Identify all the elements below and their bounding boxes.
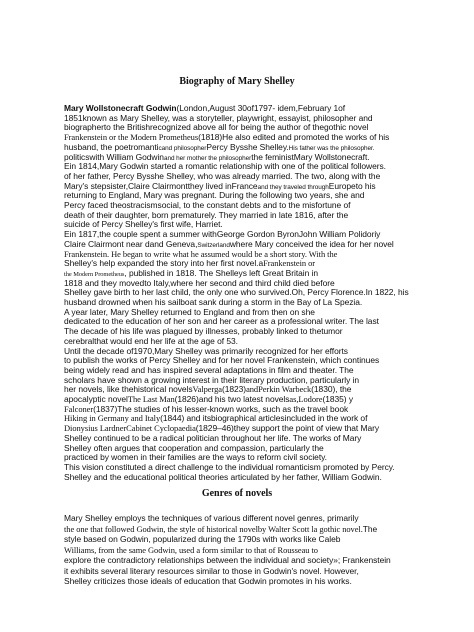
- text-run: being widely read and has inspired several adaptations in film and theater. The: [64, 364, 354, 375]
- text-line: [64, 576, 434, 587]
- text-run: Shelley continued to be a radical politician throughout her life. The works of Mary: [64, 432, 362, 443]
- text-run: husband, the poetromanti: [64, 141, 159, 152]
- text-run: biographerto the Britishrecognized above all for being the author of thegothic novel: [64, 122, 369, 133]
- text-run: explore the contradictory relationships between the individual and society»; Frankenstein: [64, 555, 391, 565]
- text-run: (1823): [221, 384, 247, 395]
- text-run: The: [362, 523, 378, 534]
- text-run: Claire Clairmont near dand Geneva,: [64, 238, 198, 249]
- text-line: [64, 566, 434, 577]
- text-line: [64, 513, 434, 524]
- text-run: Shelley gave birth to her last child, the only one who survived.Oh, Percy Florence.In 1822, his: [64, 287, 409, 298]
- text-line: [64, 524, 434, 535]
- text-run: This vision constituted a direct challenge to the individual romanticism promoted by Percy.: [64, 461, 395, 472]
- section-title-genres: Genres of novels: [201, 488, 273, 499]
- text-run: Frankenstein. He began to write what he assumed would be a short story. With the: [64, 248, 338, 259]
- text-run: (1835) y: [322, 394, 354, 404]
- text-run: Shelley often argues that cooperation and compassion, particularly the: [64, 442, 324, 453]
- text-run: scholars have shown a growing interest in their literary production, particularly in: [64, 374, 360, 385]
- text-line: [64, 472, 434, 483]
- text-run: andPerkin Warbeck: [246, 384, 312, 395]
- text-run: , published in 1818. The Shelleys left Great Britain in: [124, 267, 318, 278]
- text-run: Williams, from the same Godwin, used a form similar to that of Rousseau to: [64, 544, 318, 555]
- text-run: practiced by women in their families are the ways to reform civil society.: [64, 452, 327, 463]
- text-run: (1826)and his two latest novels: [174, 394, 290, 404]
- text-run: (1818)He also edited and promoted the works of his: [198, 132, 390, 143]
- text-run: 1851known as Mary Shelley, was a storyteller, playwright, essayist, philosopher and: [64, 112, 373, 123]
- text-run: Valperga: [192, 384, 222, 395]
- text-run: her novels, like thehistorical novels: [64, 384, 193, 395]
- text-run: Mary Wollstonecraft Godwin: [64, 103, 177, 113]
- text-run: Mary's stepsister,Claire Clairmontthey lived inFrance: [64, 180, 258, 191]
- text-run: cerebralthat would end her life at the age of 53.: [64, 335, 238, 346]
- text-run: to publish the works of Percy Shelley and for her novel Frankenstein, which continues: [64, 355, 380, 366]
- text-run: dedicated to the education of her son and her career as a professional writer. The last: [64, 316, 379, 327]
- text-run: and they traveled through: [257, 183, 329, 191]
- text-run: cand philosopher: [158, 144, 207, 152]
- text-line: [64, 534, 434, 545]
- text-run: Percy faced theostracismsocial, to the constant debts and to the misfortune of: [64, 200, 351, 210]
- text-run: Frankenstein or: [263, 258, 316, 269]
- text-line: [64, 545, 434, 556]
- text-run: and her mother the philosopher: [163, 154, 252, 162]
- text-run: Switzerland: [197, 241, 230, 249]
- text-run: as,Lodore: [289, 394, 323, 404]
- text-run: Mary Shelley employs the techniques of various different novel genres, primarily: [64, 513, 359, 523]
- text-run: Percy Bysshe Shelley.: [206, 141, 289, 152]
- text-run: Shelley criticizes those ideals of education that Godwin promotes in his works.: [64, 576, 352, 586]
- text-run: (1829–46)they support the point of view that Mary: [195, 423, 380, 434]
- text-run: (1830), the: [311, 384, 352, 395]
- text-run: A year later, Mary Shelley returned to England and from then on she: [64, 306, 315, 317]
- text-run: suicide of Percy Shelley's first wife, Harriet.: [64, 219, 223, 230]
- text-run: (1844) and itsbiographical articlesincluded in the work of: [160, 413, 368, 424]
- text-run: death of their daughter, born prematurely. They married in late 1816, after the: [64, 209, 349, 220]
- text-run: Europeto his: [328, 180, 376, 191]
- text-run: Ein 1817,the couple spent a summer withGeorge Gordon ByronJohn William Polidoriy: [64, 229, 381, 240]
- text-run: His father was the philosopher.: [288, 144, 375, 152]
- text-line: [64, 555, 434, 566]
- text-run: returning to England, Mary was pregnant. During the following two years, she and: [64, 190, 365, 201]
- text-run: politicswith William Godwin: [64, 151, 164, 162]
- text-run: The Last Man: [127, 394, 175, 404]
- text-run: it exhibits several literary resources similar to those in Godwin's novel. However,: [64, 565, 359, 576]
- text-run: Dionysius LardnerCabinet Cyclopaedia: [64, 423, 196, 434]
- text-run: Until the decade of1970,Mary Shelley was primarily recognized for her efforts: [64, 345, 348, 356]
- text-run: Ein 1814,Mary Godwin started a romantic relationship with one of the political followers.: [64, 161, 386, 172]
- text-run: Shelley's help expanded the story into her first novel.a: [64, 258, 264, 269]
- text-run: The decade of his life was plagued by illnesses, probably linked to thetumor: [64, 326, 343, 337]
- text-run: apocalyptic novel: [64, 394, 128, 404]
- text-run: style based on Godwin, popularized during the 1790s with works like Caleb: [64, 534, 341, 544]
- text-run: Hiking in Germany and Italy: [64, 413, 161, 424]
- text-run: of her father, Percy Bysshe Shelley, who was already married. The two, along with the: [64, 170, 381, 181]
- text-run: 1818 and they movedto Italy,where her second and third child died before: [64, 277, 335, 288]
- text-run: husband drowned when his sailboat sank during a storm in the Bay of La Spezia.: [64, 297, 363, 307]
- text-run: Shelley and the educational political theories articulated by her father, William Godwin.: [64, 471, 382, 482]
- text-run: (1837)The studies of his lesser-known works, such as the travel book: [93, 403, 349, 414]
- page-title: Biography of Mary Shelley: [179, 76, 295, 87]
- text-run: (London,August 30of1797- idem,February 1of: [176, 103, 346, 113]
- text-run: Frankenstein or the Modern Prometheus: [64, 132, 199, 143]
- text-run: Falconer: [64, 403, 94, 414]
- text-run: the feministMary Wollstonecraft.: [251, 151, 370, 162]
- text-run: the Modern Prometheus: [64, 270, 125, 278]
- text-run: where Mary conceived the idea for her novel: [229, 238, 394, 249]
- text-run: the one that followed Godwin, the style of historical novelby Walter Scott la gothic novel.: [64, 523, 363, 534]
